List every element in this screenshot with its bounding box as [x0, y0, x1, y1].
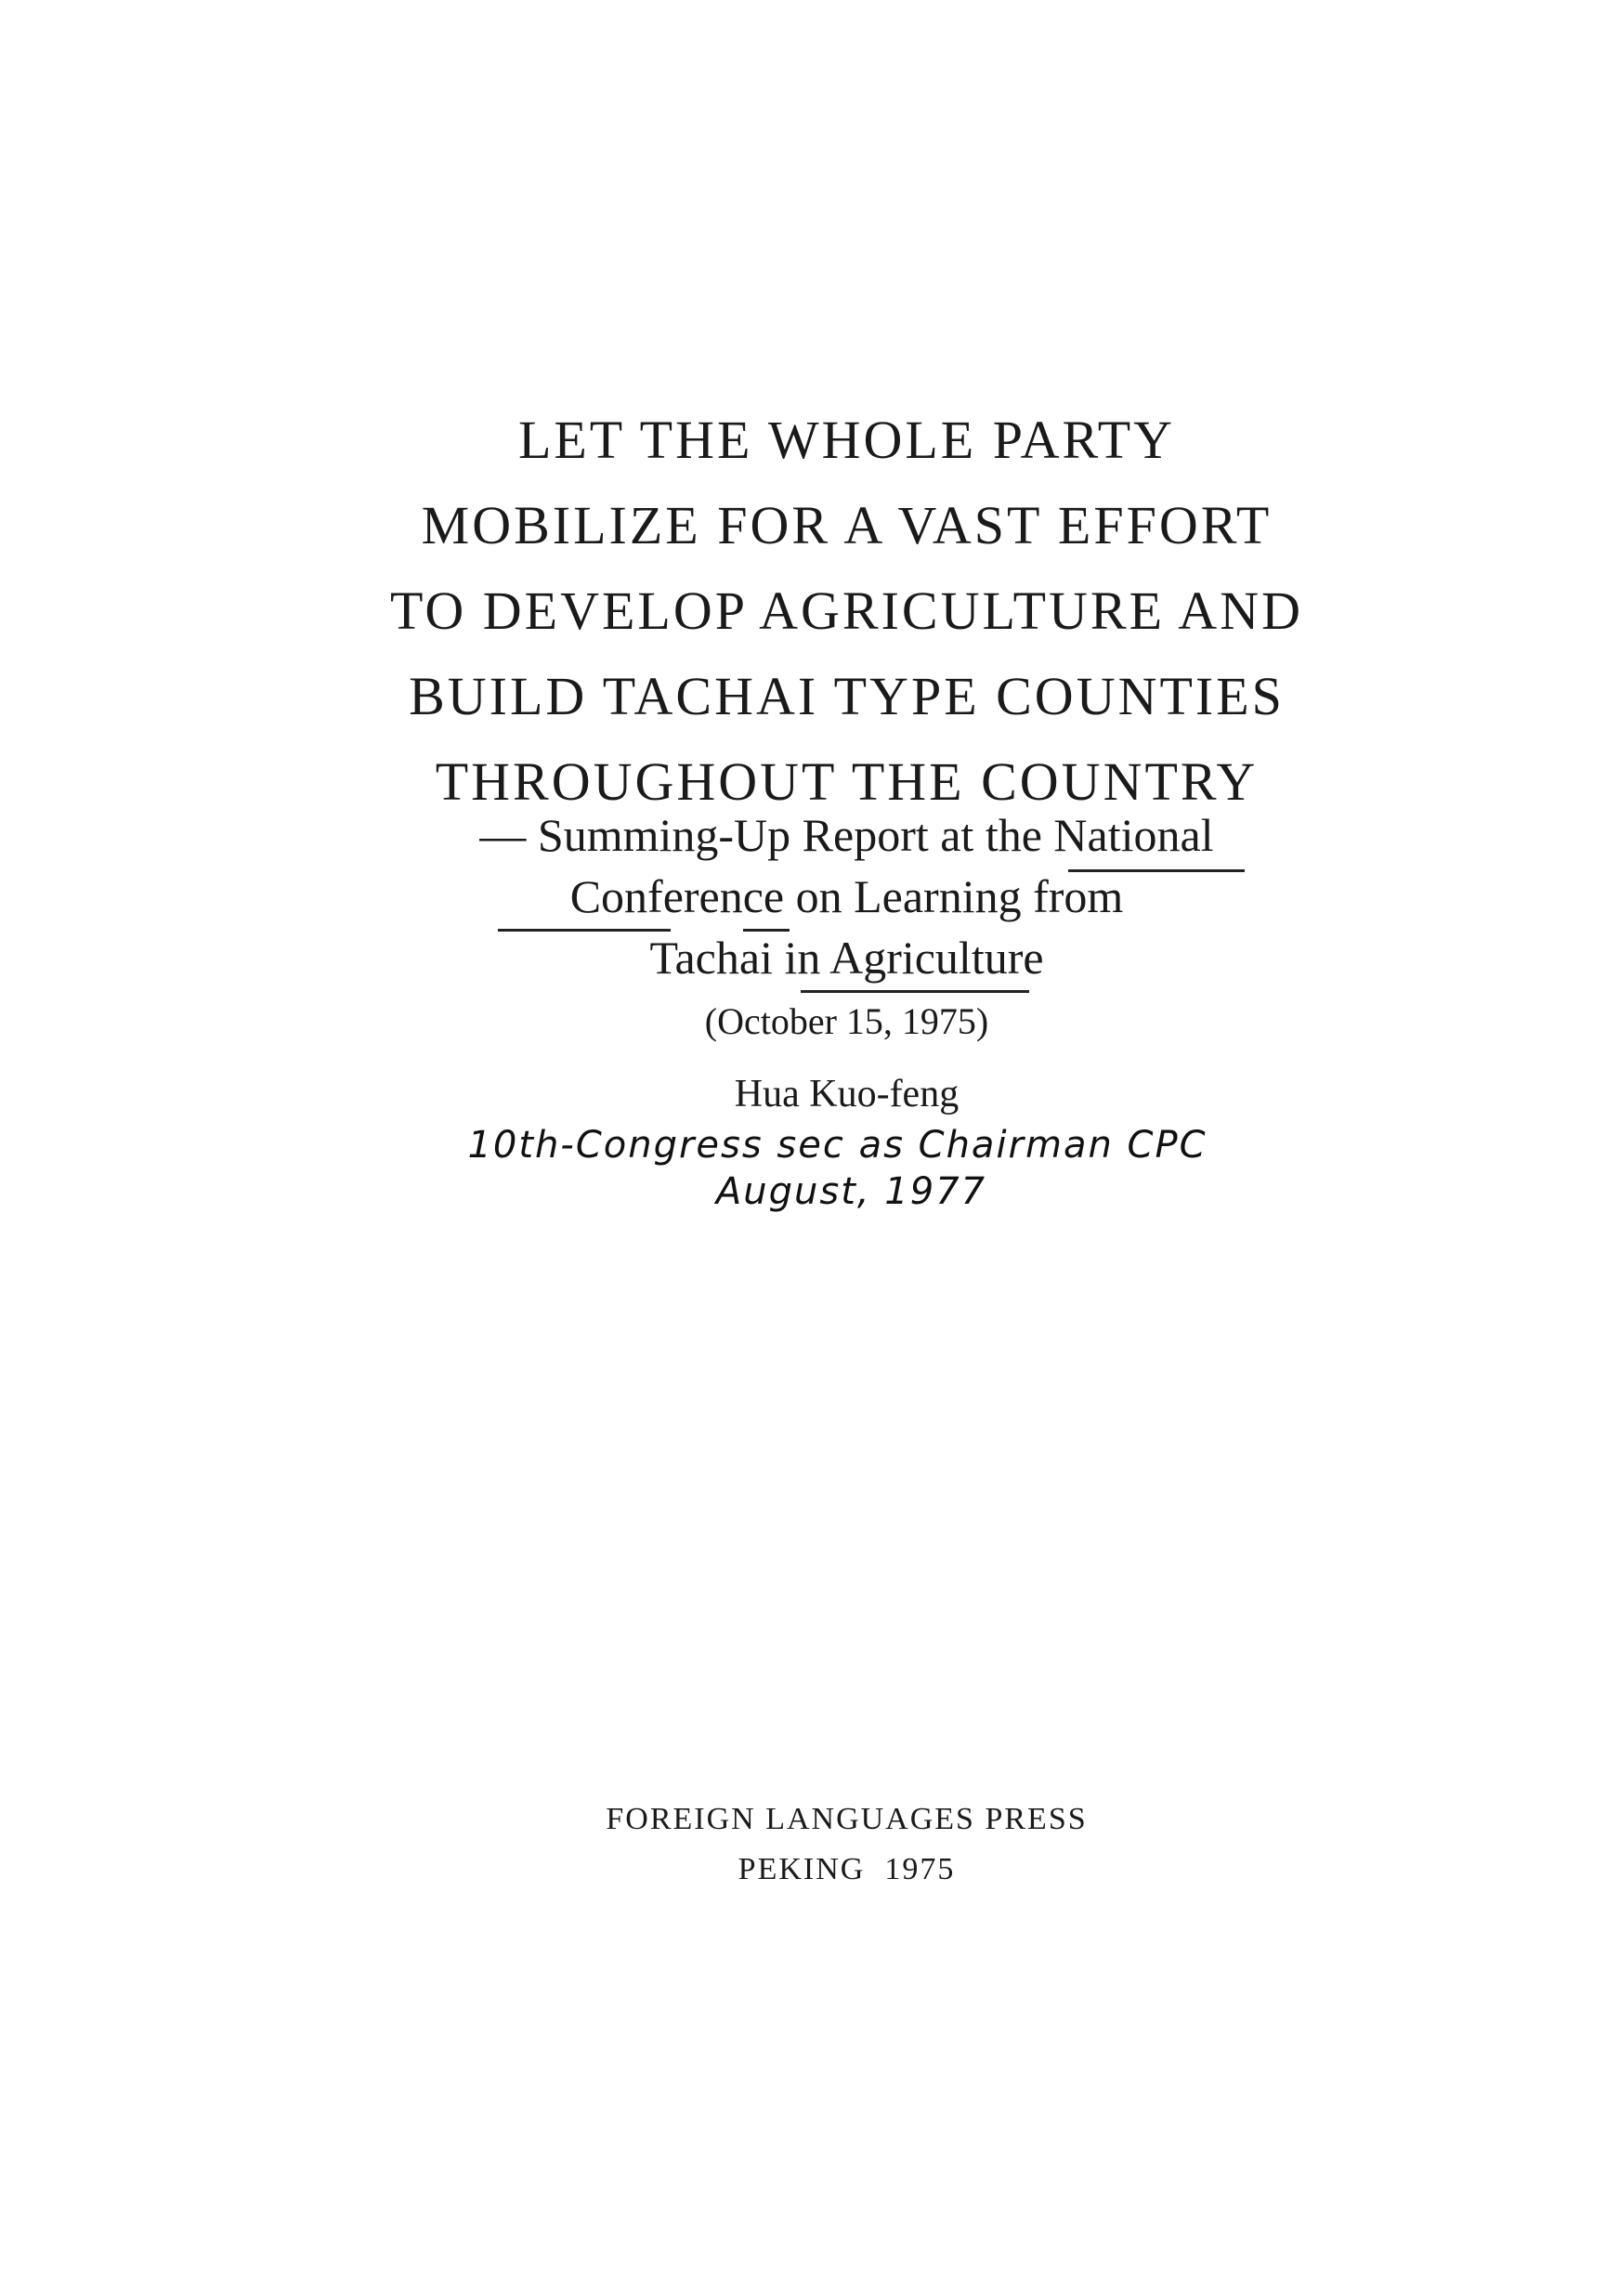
publisher-imprint	[0, 1794, 1619, 1895]
author-name: Hua Kuo-feng	[734, 1073, 960, 1115]
publisher-place-year: PEKING 1975	[738, 1852, 956, 1886]
title-line: TO DEVELOP AGRICULTURE AND	[390, 581, 1303, 641]
hand-underline-on	[743, 929, 790, 932]
handwritten-note-line-2: August, 1977	[715, 1170, 987, 1213]
title-line: LET THE WHOLE PARTY	[517, 410, 1176, 470]
title-line: MOBILIZE FOR A VAST EFFORT	[421, 495, 1273, 555]
title-line: THROUGHOUT THE COUNTRY	[435, 751, 1259, 812]
subtitle-line: — Summing-Up Report at the National	[479, 809, 1214, 861]
hand-underline-national	[1068, 869, 1245, 872]
handwritten-note-line-1: 10th-Congress sec as Chairman CPC	[467, 1124, 1208, 1167]
subtitle	[0, 804, 1619, 988]
title-line: BUILD TACHAI TYPE COUNTIES	[409, 666, 1285, 726]
hand-underline-conference	[498, 929, 671, 932]
publisher-name: FOREIGN LANGUAGES PRESS	[606, 1802, 1088, 1836]
subtitle-line: Tachai in Agriculture	[649, 932, 1044, 984]
main-title	[0, 398, 1619, 825]
report-date: (October 15, 1975)	[704, 1000, 989, 1042]
subtitle-line: Conference on Learning from	[569, 870, 1124, 922]
hand-underline-agriculture	[801, 990, 1029, 993]
